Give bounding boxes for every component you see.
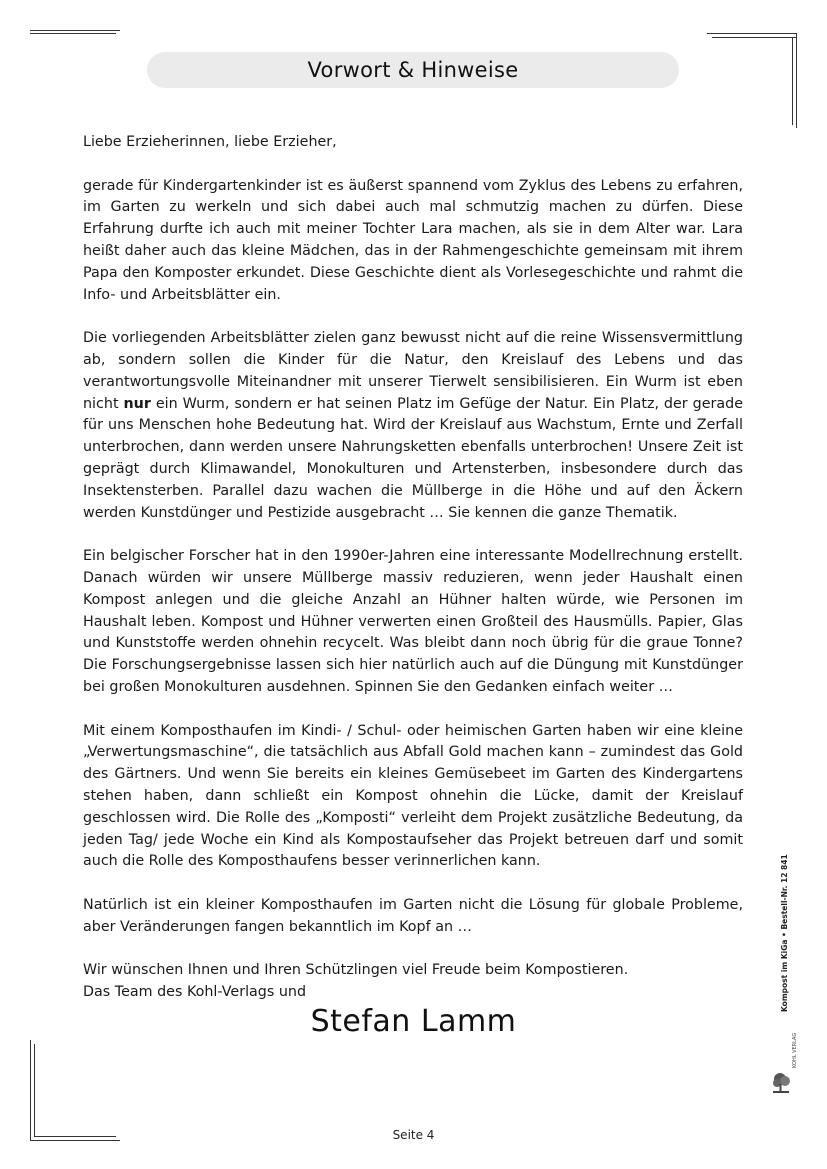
paragraph-2 [83,328,743,524]
top-right-frame-h [707,33,797,34]
greeting: Liebe Erzieherinnen, liebe Erzieher, [83,134,337,150]
paragraph-2-bold: nur [123,395,151,412]
paragraph-4: Mit einem Komposthaufen im Kindi- / Schul- oder heimischen Garten haben wir eine kleine „Verwertungsmaschine“, die tatsächlich aus Abfall Gold machen kann – zumindest das Gold des Gärtners. Und wenn Sie bereits ein kleines Gemüsebeet im Garten des Kindergartens stehen haben, dann schließt ein Kompost ohnehin die Lücke, damit der Kreislauf geschlossen wird. Die Rolle des „Komposti“ verleiht dem Projekt zusätzliche Bedeutung, da jeden Tag/ jede Woche ein Kind als Kompostaufseher das Projekt betreuen darf und somit auch die Rolle des Komposthaufens besser verinnerlichen kann. [83,722,743,870]
bottom-left-frame-v2 [34,1044,35,1136]
page-title [147,52,679,88]
top-right-frame-v [796,33,797,128]
top-right-frame-v2 [792,37,793,125]
top-left-frame-h [30,30,120,31]
closing-line-1: Wir wünschen Ihnen und Ihren Schützlingen viel Freude beim Kompostieren. [83,962,629,979]
page-title-text: Vorwort & Hinweise [307,58,519,82]
paragraph-2-part-a: Die vorliegenden Arbeitsblätter zielen ganz bewusst nicht auf die reine Wissensvermittlung ab, sondern sollen die Kinder für die Natur, den Kreislauf des Lebens und das verantwortungsvolle Miteinandner mit unserer Tierwelt sensibilisieren. Ein Wurm ist eben nicht [83,330,743,412]
paragraph-3: Ein belgischer Forscher hat in den 1990er-Jahren eine interessante Modellrechnung erstellt. Danach würden wir unsere Müllberge massiv reduzieren, wenn jeder Haushalt einen Kompost anlegen und die gleiche Anzahl an Hühner halten würde, wie Personen im Haushalt leben. Kompost und Hühner verwerten einen Großteil des Hausmülls. Papier, Glas und Kunststoffe werden ohnehin recycelt. Was bleibt dann noch übrig für die graue Tonne? Die Forschungsergebnisse lassen sich hier natürlich auch auf die Düngung mit Kunstdünger bei großen Monokulturen ausdehnen. Spinnen Sie den Gedanken einfach weiter … [83,548,743,695]
bottom-left-frame-v [30,1040,31,1140]
closing-line-2: Das Team des Kohl-Verlags und [83,984,307,1001]
page-number: Seite 4 [392,1128,435,1142]
top-left-frame-h2 [30,33,116,34]
paragraph-1: gerade für Kindergartenkinder ist es äußerst spannend vom Zyklus des Lebens zu erfahren, im Garten zu werkeln und sich dabei auch mal schmutzig machen zu dürfen. Diese Erfahrung durfte ich auch mit meiner Tochter Lara machen, als sie in dem Alter war. Lara heißt daher auch das kleine Mädchen, das in der Rahmengeschichte gemeinsam mit ihrem Papa den Komposter erkundet. Diese Geschichte dient als Vorlesegeschichte und rahmt die Info- und Arbeitsblätter ein. [83,177,743,303]
letter-body [83,132,743,1004]
publisher-logo-icon [770,1070,796,1094]
publisher-logo-text: KOHL VERLAG [792,1032,798,1068]
side-order-label: Kompost im KiGa • Bestell-Nr. 12 841 [780,854,789,1012]
paragraph-2-part-b: ein Wurm, sondern er hat seinen Platz im Gefüge der Natur. Ein Platz, der gerade für uns Menschen hohe Bedeutung hat. Wird der Kreislauf aus Wachstum, Ernte und Zerfall unterbrochen, dann werden unsere Nahrungsketten ebenfalls unterbrochen! Unsere Zeit ist geprägt durch Klimawandel, Monokulturen und Artensterben, insbesondere durch das Insektensterben. Parallel dazu wachen die Müllberge in die Höhe und auf den Äckern werden Kunstdünger und Pestizide ausgebracht … Sie kennen die ganze Thematik. [83,395,743,521]
paragraph-5: Natürlich ist ein kleiner Komposthaufen im Garten nicht die Lösung für globale Probleme, aber Veränderungen fangen bekanntlich im Kopf an … [83,896,743,935]
signature: Stefan Lamm [310,1004,517,1039]
top-right-frame-h2 [712,37,796,38]
